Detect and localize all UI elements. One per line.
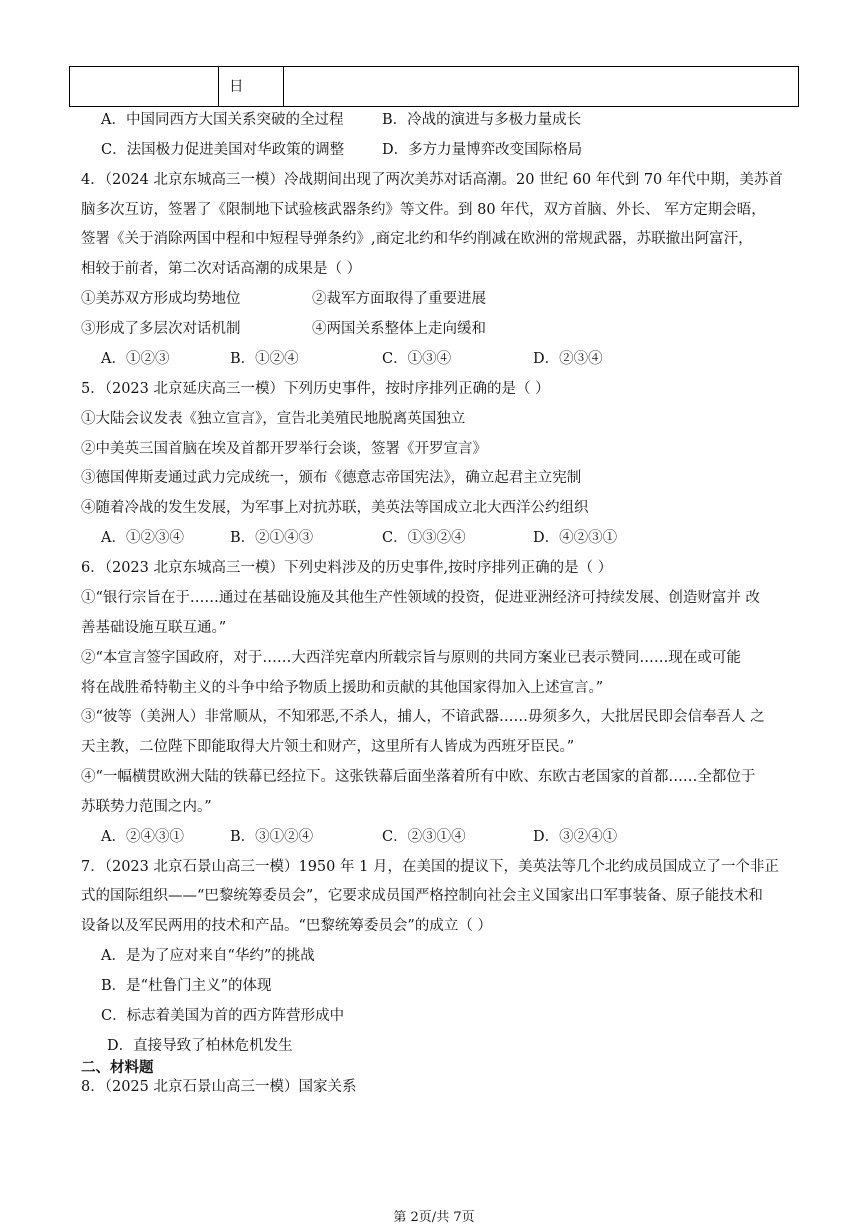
q4-item-3: ③形成了多层次对话机制 xyxy=(81,321,241,337)
q4-item-2: ②裁军方面取得了重要进展 xyxy=(312,291,486,307)
q6-option-a: A．②④③① xyxy=(101,829,184,845)
table-cell-text: 日 xyxy=(229,79,244,95)
q4-option-d: D．②③④ xyxy=(533,351,603,367)
q3-option-c: C．法国极力促进美国对华政策的调整 xyxy=(101,142,345,158)
q4-stem-line: 脑多次互访，签署了《限制地下试验核武器条约》等文件。到 80 年代，双方首脑、外长、 军方定期会晤， xyxy=(81,202,766,218)
q7-option-b: B．是“杜鲁门主义”的体现 xyxy=(101,978,272,994)
q7-stem-line: 设备以及军民两用的技术和产品。“巴黎统筹委员会”的成立（ ） xyxy=(81,918,492,934)
q7-option-a: A．是为了应对来自“华约”的挑战 xyxy=(101,948,315,964)
q5-item-4: ④随着冷战的发生发展，为军事上对抗苏联，美英法等国成立北大西洋公约组织 xyxy=(81,500,589,516)
q4-option-c: C．①③④ xyxy=(382,351,452,367)
q7-option-d: D．直接导致了柏林危机发生 xyxy=(107,1038,293,1054)
section-heading: 二、材料题 xyxy=(81,1059,154,1076)
q5-option-d: D．④②③① xyxy=(533,530,618,546)
q4-option-b: B．①②④ xyxy=(230,351,299,367)
q6-stem: 6．（2023 北京东城高三一模）下列史料涉及的历史事件,按时序排列正确的是（ ） xyxy=(81,560,613,576)
q7-stem-line: 7．（2023 北京石景山高三一模）1950 年 1 月，在美国的提议下，美英法等几个北约成员国成立了一个非正 xyxy=(81,859,779,875)
q4-stem-line: 4．（2024 北京东城高三一模）冷战期间出现了两次美苏对话高潮。20 世纪 60 年代到 70 年代中期，美苏首 xyxy=(81,172,783,188)
q6-source-line: 天主教，二位陛下即能取得大片领土和财产，这里所有人皆成为西班牙臣民。” xyxy=(81,739,575,755)
q6-option-c: C．②③①④ xyxy=(382,829,466,845)
q6-source-line: 善基础设施互联互通。” xyxy=(81,620,227,636)
q5-item-2: ②中美英三国首脑在埃及首都开罗举行会谈，签署《开罗宣言》 xyxy=(81,441,487,457)
q6-source-line: 苏联势力范围之内。” xyxy=(81,799,212,815)
q4-stem-line: 相较于前者，第二次对话高潮的成果是（ ） xyxy=(81,261,362,277)
q5-stem: 5．（2023 北京延庆高三一模）下列历史事件，按时序排列正确的是（ ） xyxy=(81,381,550,397)
page-number: 第 2页/共 7页 xyxy=(393,1210,475,1225)
q7-stem-line: 式的国际组织——“巴黎统筹委员会”，它要求成员国严格控制向社会主义国家出口军事装备、原子能技术和 xyxy=(81,888,763,904)
q6-source-line: ①“银行宗旨在于……通过在基础设施及其他生产性领域的投资，促进亚洲经济可持续发展、创造财富并 改 xyxy=(81,590,761,606)
q5-option-b: B．②①④③ xyxy=(230,530,314,546)
q6-option-b: B．③①②④ xyxy=(230,829,314,845)
q6-source-line: ④“一幅横贯欧洲大陆的铁幕已经拉下。这张铁幕后面坐落着所有中欧、东欧古老国家的首都……全都位于 xyxy=(81,769,756,785)
q5-option-c: C．①③②④ xyxy=(382,530,466,546)
q6-source-line: ③“彼等（美洲人）非常顺从，不知邪恶,不杀人，捕人，不谙武器……毋须多久，大批居民即会信奉吾人 之 xyxy=(81,709,765,725)
q5-item-1: ①大陆会议发表《独立宣言》，宣告北美殖民地脱离英国独立 xyxy=(81,411,466,427)
q6-source-line: 将在战胜希特勒主义的斗争中给予物质上援助和贡献的其他国家得加入上述宣言。” xyxy=(81,680,604,696)
answer-table-row xyxy=(69,66,799,107)
q3-option-b: B．冷战的演进与多极力量成长 xyxy=(382,112,582,128)
q8-stem: 8．（2025 北京石景山高三一模）国家关系 xyxy=(81,1079,357,1095)
table-cell xyxy=(70,67,219,106)
q6-source-line: ②“本宣言签字国政府，对于……大西洋宪章内所载宗旨与原则的共同方案业已表示赞同……现在或可能 xyxy=(81,650,741,666)
q5-item-3: ③德国俾斯麦通过武力完成统一，颁布《德意志帝国宪法》，确立起君主立宪制 xyxy=(81,470,582,486)
q6-option-d: D．③②④① xyxy=(533,829,618,845)
q3-option-d: D．多方力量博弈改变国际格局 xyxy=(382,142,583,158)
table-cell xyxy=(219,67,284,106)
q4-item-4: ④两国关系整体上走向缓和 xyxy=(312,321,486,337)
q4-stem-line: 签署《关于消除两国中程和中短程导弹条约》,商定北约和华约削减在欧洲的常规武器，苏联撤出阿富汗， xyxy=(81,231,753,247)
q3-option-a: A．中国同西方大国关系突破的全过程 xyxy=(101,112,344,128)
q4-option-a: A．①②③ xyxy=(101,351,170,367)
q4-item-1: ①美苏双方形成均势地位 xyxy=(81,291,241,307)
q7-option-c: C．标志着美国为首的西方阵营形成中 xyxy=(101,1008,345,1024)
q5-option-a: A．①②③④ xyxy=(101,530,184,546)
